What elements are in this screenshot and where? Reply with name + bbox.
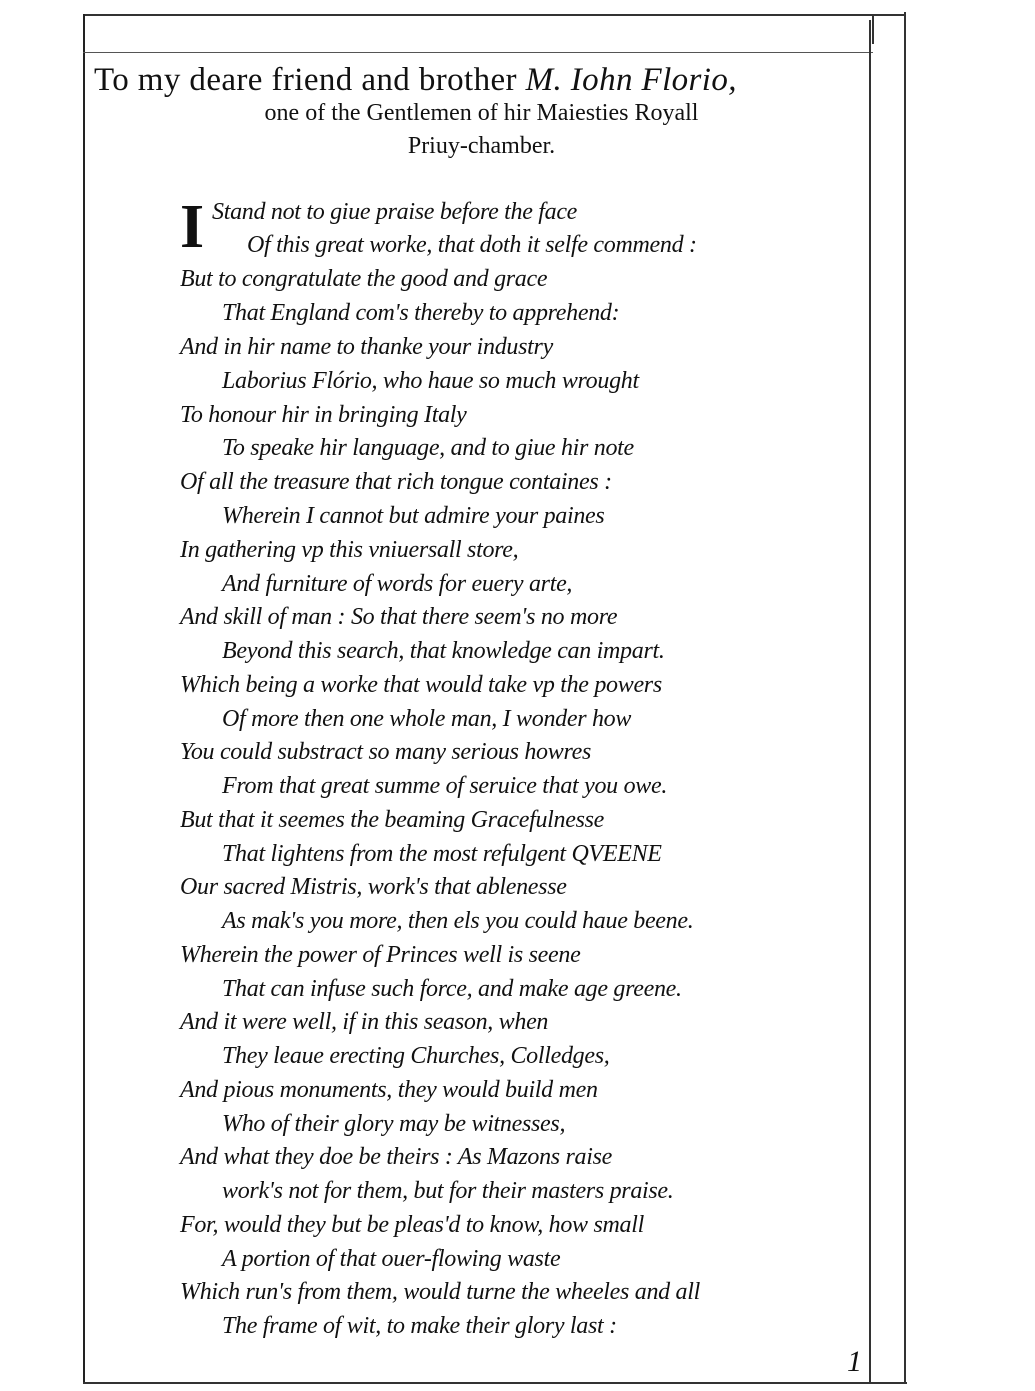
poem-line: From that great summe of seruice that you owe. bbox=[222, 773, 668, 799]
poem-line: Beyond this search, that knowledge can impart. bbox=[222, 638, 665, 664]
poem-line: To honour hir in bringing Italy bbox=[180, 402, 467, 428]
poem-line: Laborius Flório, who haue so much wrought bbox=[222, 368, 639, 394]
poem-line: And furniture of words for euery arte, bbox=[222, 571, 573, 597]
poem-line: Who of their glory may be witnesses, bbox=[222, 1111, 566, 1137]
dedication-subtitle-line-1: one of the Gentlemen of hir Maiesties Royall bbox=[264, 100, 699, 126]
poem-line: You could substract so many serious howres bbox=[180, 739, 591, 765]
dedication-title-prefix: To my deare friend and brother bbox=[94, 62, 526, 98]
poem-line: They leaue erecting Churches, Colledges, bbox=[222, 1043, 610, 1069]
bottom-rule bbox=[83, 1382, 907, 1384]
poem-line: To speake hir language, and to giue hir note bbox=[222, 435, 634, 461]
poem-line: That can infuse such force, and make age greene. bbox=[222, 976, 682, 1002]
poem-line: Which run's from them, would turne the wheeles and all bbox=[180, 1279, 700, 1305]
dedicatee-name: M. Iohn Florio, bbox=[525, 62, 737, 98]
dedication-title bbox=[94, 62, 869, 99]
header-rule bbox=[83, 52, 873, 53]
poem-line: That lightens from the most refulgent QVEENE bbox=[222, 841, 662, 867]
poem-line: Wherein I cannot but admire your paines bbox=[222, 503, 605, 529]
poem-line: Of all the treasure that rich tongue containes : bbox=[180, 469, 612, 495]
page-right-outer-rule bbox=[904, 12, 906, 1384]
poem-line: Of more then one whole man, I wonder how bbox=[222, 706, 632, 732]
poem-line: The frame of wit, to make their glory last : bbox=[222, 1313, 617, 1339]
page-number: 1 bbox=[847, 1345, 862, 1378]
poem-line: For, would they but be pleas'd to know, how small bbox=[180, 1212, 644, 1238]
drop-cap-initial: I bbox=[180, 193, 205, 261]
poem-line: And skill of man : So that there seem's no more bbox=[180, 604, 618, 630]
poem-line: And what they doe be theirs : As Mazons raise bbox=[180, 1144, 613, 1170]
poem-line: But that it seemes the beaming Gracefulnesse bbox=[180, 807, 605, 833]
poem-line: Wherein the power of Princes well is seene bbox=[180, 942, 581, 968]
poem-line: In gathering vp this vniuersall store, bbox=[180, 537, 519, 563]
top-tick-mark bbox=[872, 14, 874, 44]
poem-line: And it were well, if in this season, when bbox=[180, 1009, 549, 1035]
poem-line: That England com's thereby to apprehend: bbox=[222, 300, 620, 326]
poem-line: As mak's you more, then els you could haue beene. bbox=[222, 908, 694, 934]
poem-line: Which being a worke that would take vp the powers bbox=[180, 672, 662, 698]
poem-line: work's not for them, but for their masters praise. bbox=[222, 1178, 674, 1204]
poem-line: Of this great worke, that doth it selfe commend : bbox=[247, 232, 697, 258]
poem-line: Stand not to giue praise before the face bbox=[212, 199, 578, 225]
poem-line: And pious monuments, they would build men bbox=[180, 1077, 598, 1103]
poem-line: A portion of that ouer-flowing waste bbox=[222, 1246, 561, 1272]
page-right-inner-rule bbox=[869, 20, 871, 1384]
poem-line: Our sacred Mistris, work's that ablenesse bbox=[180, 874, 567, 900]
poem-line: And in hir name to thanke your industry bbox=[180, 334, 553, 360]
poem-line: But to congratulate the good and grace bbox=[180, 266, 548, 292]
dedication-subtitle-line-2: Priuy-chamber. bbox=[407, 133, 556, 159]
